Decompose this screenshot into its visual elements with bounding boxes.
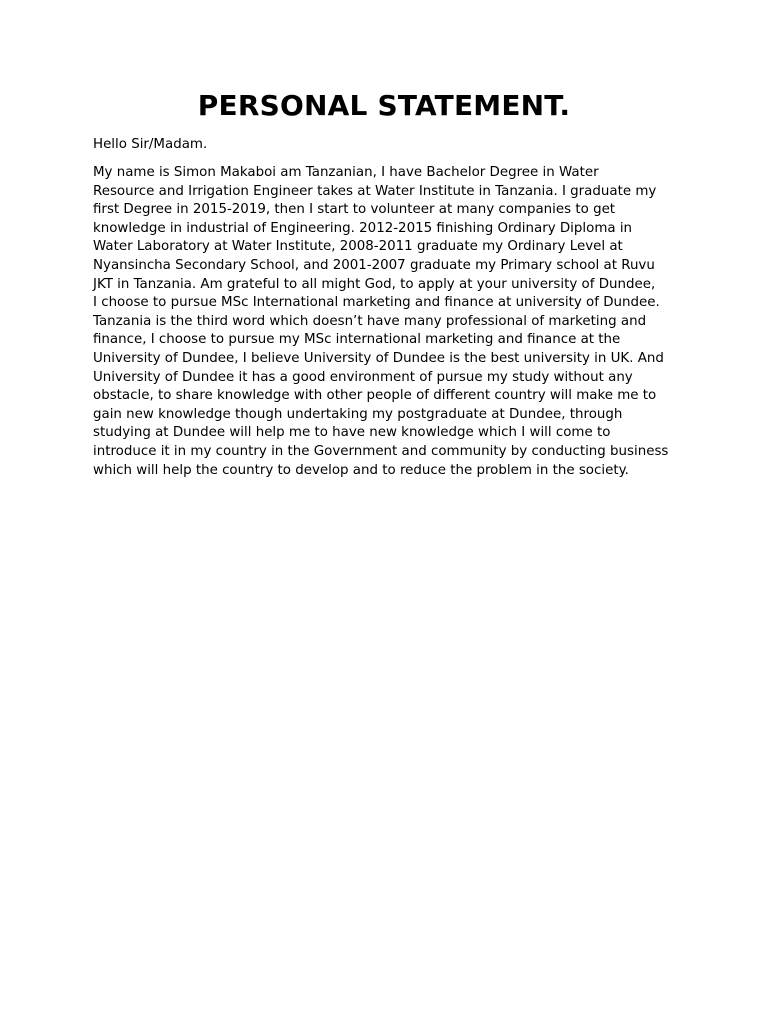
body-line: finance, I choose to pursue my MSc international marketing and finance at the (93, 332, 621, 348)
statement-body (93, 164, 683, 480)
page-title: PERSONAL STATEMENT. (197, 89, 571, 122)
body-line: introduce it in my country in the Government and community by conducting business (93, 443, 669, 459)
body-line: Tanzania is the third word which doesn’t have many professional of marketing and (93, 313, 647, 329)
body-line: Nyansincha Secondary School, and 2001-2007 graduate my Primary school at Ruvu (93, 257, 655, 273)
body-line: I choose to pursue MSc International marketing and finance at university of Dundee. (93, 295, 660, 311)
body-line: gain new knowledge though undertaking my postgraduate at Dundee, through (93, 406, 623, 422)
body-line: first Degree in 2015-2019, then I start to volunteer at many companies to get (93, 202, 616, 218)
body-line: studying at Dundee will help me to have new knowledge which I will come to (93, 425, 611, 441)
body-line: obstacle, to share knowledge with other people of different country will make me to (93, 388, 657, 404)
body-line: JKT in Tanzania. Am grateful to all might God, to apply at your university of Dundee, (93, 276, 656, 292)
body-line: University of Dundee it has a good environment of pursue my study without any (93, 369, 633, 385)
body-line: My name is Simon Makaboi am Tanzanian, I have Bachelor Degree in Water (93, 165, 599, 180)
body-line: Water Laboratory at Water Institute, 2008-2011 graduate my Ordinary Level at (93, 239, 623, 255)
body-line: University of Dundee, I believe University of Dundee is the best university in UK. And (93, 350, 664, 366)
body-line: knowledge in industrial of Engineering. 2012-2015 finishing Ordinary Diploma in (93, 220, 633, 236)
greeting-text: Hello Sir/Madam. (93, 137, 208, 152)
body-line: Resource and Irrigation Engineer takes at Water Institute in Tanzania. I graduate my (93, 183, 657, 199)
body-line: which will help the country to develop and to reduce the problem in the society. (93, 462, 629, 478)
